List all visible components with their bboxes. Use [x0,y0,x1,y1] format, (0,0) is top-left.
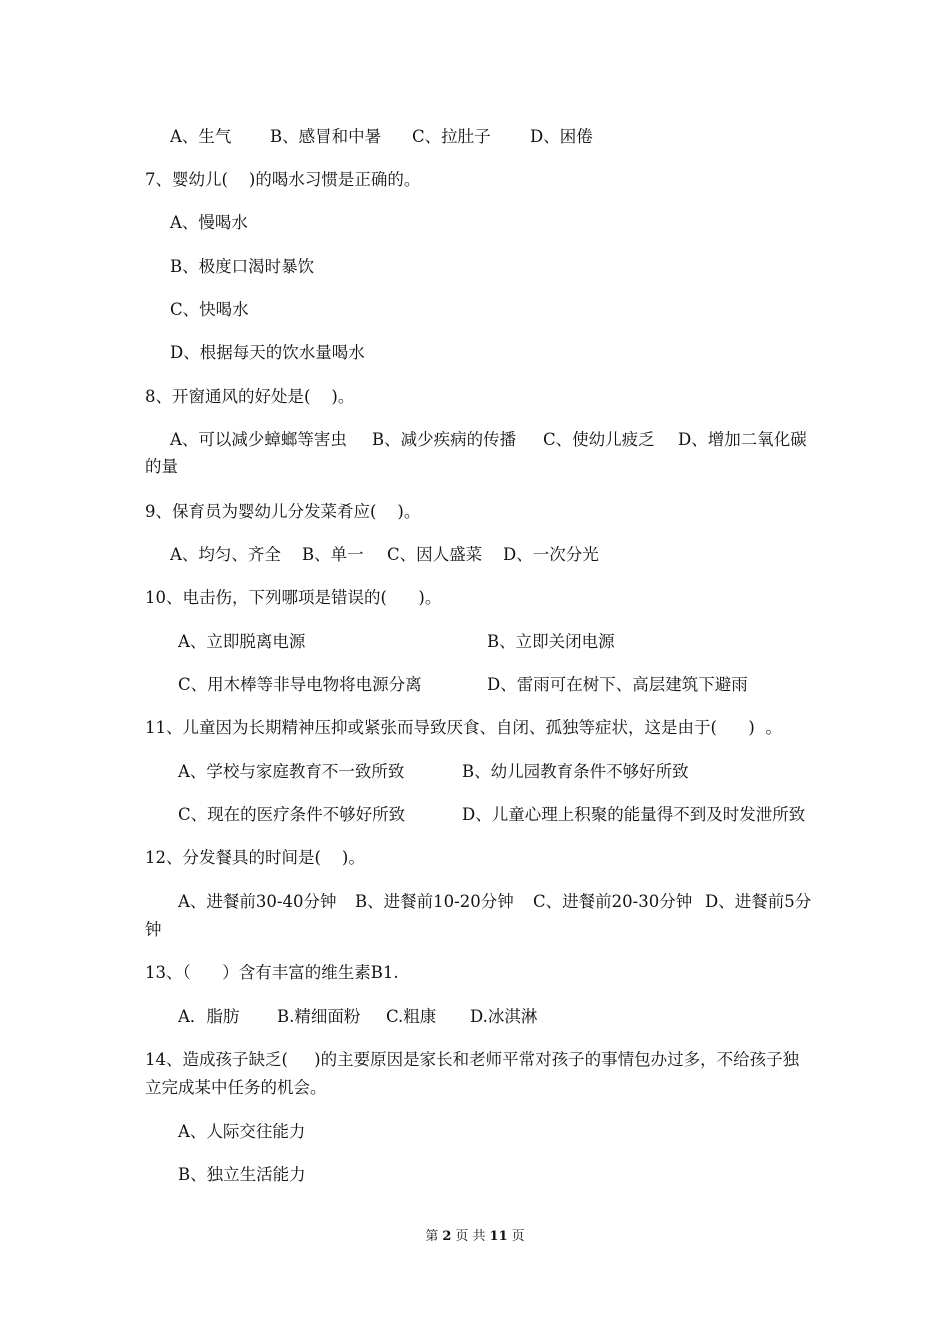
question-10-option-a: A、立即脱离电源 [178,632,306,651]
question-10-option-d: D、雷雨可在树下、高层建筑下避雨 [487,675,748,694]
question-13-option-a: A．脂肪 [178,1007,240,1026]
question-12-option-a: A、进餐前30-40分钟 [178,892,337,911]
question-10-option-c: C、用木棒等非导电物将电源分离 [178,675,422,694]
question-13-option-c: C.粗康 [386,1007,437,1026]
question-14-stem-line-2: 立完成某中任务的机会。 [145,1078,327,1097]
question-6-option-a: A、生气 [170,127,232,146]
footer-page-number: 2 [442,1229,452,1244]
question-12-stem: 12、分发餐具的时间是( )。 [145,848,365,867]
question-11-option-a: A、学校与家庭教育不一致所致 [178,762,405,781]
question-11-option-b: B、幼儿园教育条件不够好所致 [462,762,689,781]
question-8-option-d: D、增加二氧化碳 [678,430,807,449]
question-14-option-b: B、独立生活能力 [178,1165,306,1184]
question-6-option-d: D、困倦 [530,127,593,146]
question-9-option-c: C、因人盛菜 [387,545,483,564]
question-11-option-d: D、儿童心理上积聚的能量得不到及时发泄所致 [462,805,806,824]
question-13-stem: 13、（ ）含有丰富的维生素B1. [145,963,399,982]
question-12-option-d-continued: 钟 [145,920,162,939]
question-14-option-a: A、人际交往能力 [178,1122,306,1141]
page-footer [0,1228,950,1246]
question-13-option-b: B.精细面粉 [277,1007,361,1026]
question-11-stem: 11、儿童因为长期精神压抑或紧张而导致厌食、自闭、孤独等症状，这是由于( ) 。 [145,718,782,737]
question-9-stem: 9、保育员为婴幼儿分发菜肴应( )。 [145,502,421,521]
question-14-stem-line-1: 14、造成孩子缺乏( )的主要原因是家长和老师平常对孩子的事情包办过多，不给孩子独 [145,1050,800,1069]
question-9-option-b: B、单一 [302,545,364,564]
question-12-option-c: C、进餐前20-30分钟 [533,892,693,911]
question-8-option-d-continued: 的量 [145,457,178,476]
question-7-stem: 7、婴幼儿( )的喝水习惯是正确的。 [145,170,421,189]
question-7-option-b: B、极度口渴时暴饮 [170,257,315,276]
question-9-option-a: A、均匀、齐全 [170,545,281,564]
footer-middle: 页 共 [455,1229,486,1244]
footer-total-pages: 11 [489,1229,508,1244]
footer-suffix: 页 [511,1229,525,1244]
question-12-option-b: B、进餐前10-20分钟 [355,892,514,911]
question-8-option-b: B、减少疾病的传播 [372,430,517,449]
question-13-option-d: D.冰淇淋 [470,1007,538,1026]
question-8-option-a: A、可以减少蟑螂等害虫 [170,430,347,449]
question-10-option-b: B、立即关闭电源 [487,632,615,651]
question-6-option-c: C、拉肚子 [412,127,491,146]
question-8-option-c: C、使幼儿疲乏 [543,430,655,449]
question-9-option-d: D、一次分光 [503,545,599,564]
question-10-stem: 10、电击伤，下列哪项是错误的( )。 [145,588,442,607]
question-6-option-b: B、感冒和中暑 [270,127,382,146]
question-11-option-c: C、现在的医疗条件不够好所致 [178,805,406,824]
question-8-stem: 8、开窗通风的好处是( )。 [145,387,355,406]
footer-prefix: 第 [425,1229,439,1244]
question-12-option-d: D、进餐前5分 [705,892,812,911]
question-7-option-d: D、根据每天的饮水量喝水 [170,343,365,362]
question-7-option-a: A、慢喝水 [170,213,248,232]
question-7-option-c: C、快喝水 [170,300,249,319]
